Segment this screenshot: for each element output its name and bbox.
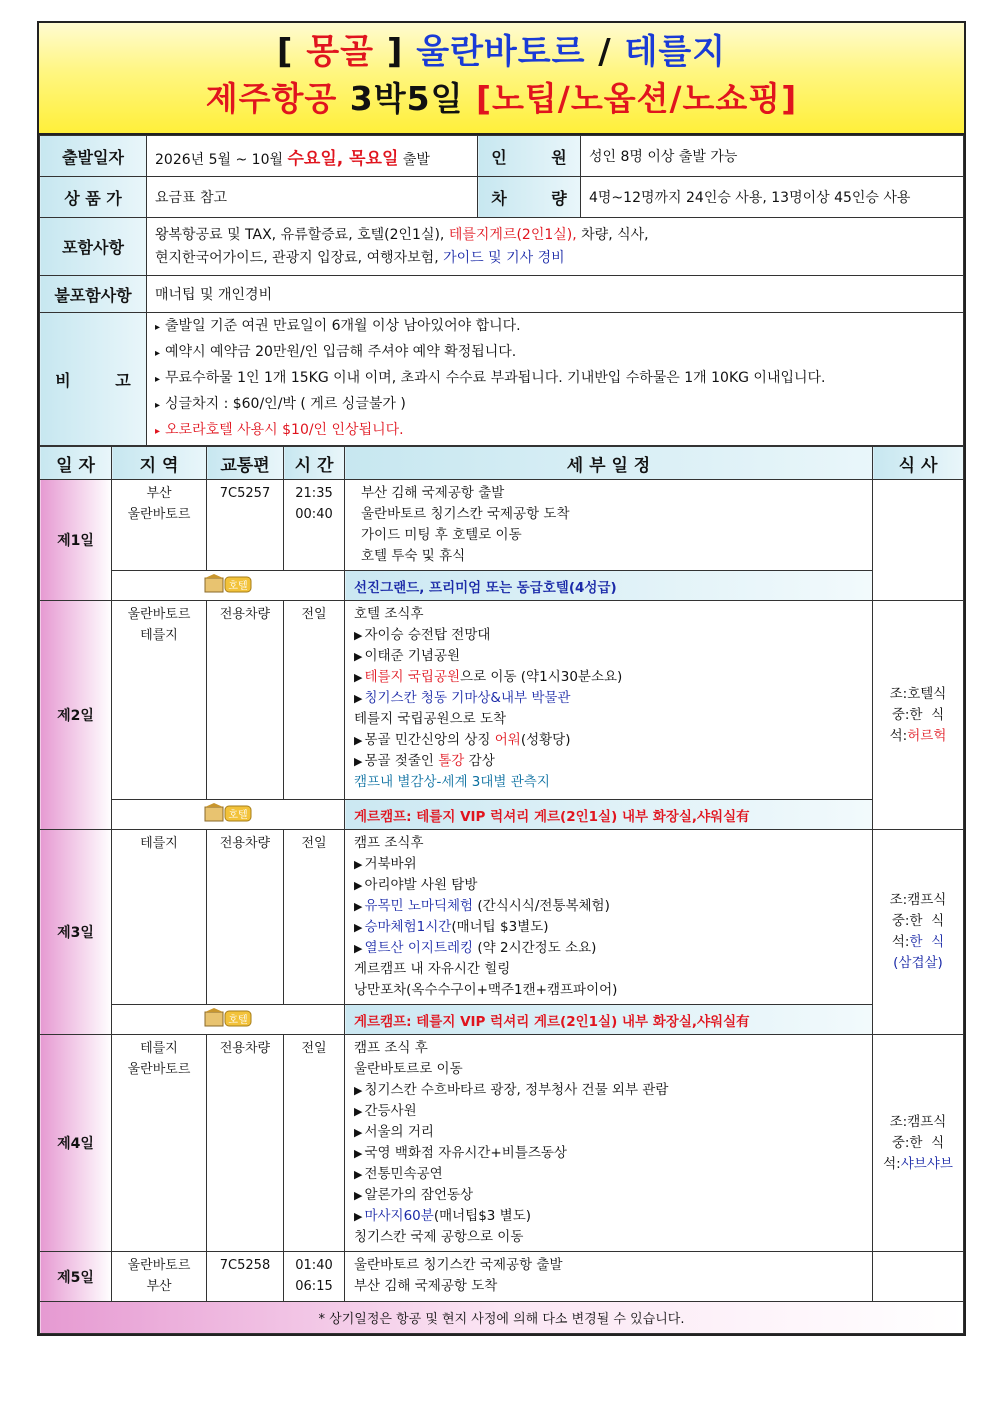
region: 부산 울란바토르 — [112, 480, 207, 571]
hotel-label — [112, 571, 345, 601]
hotel-icon — [203, 574, 253, 598]
meal-cell: 조:캠프식 중:한 식 석:샤브샤브 — [873, 1035, 964, 1252]
bullet-icon: ▶ — [354, 942, 363, 955]
triangle-bullet-icon: ▸ — [155, 322, 161, 333]
hotel-label — [112, 800, 345, 830]
day-detail: 울란바토르 칭기스칸 국제공항 출발 부산 김해 국제공항 도착 — [345, 1252, 873, 1302]
region: 울란바토르 부산 — [112, 1252, 207, 1302]
triangle-bullet-icon: ▸ — [155, 426, 161, 437]
include-value: 왕복항공료 및 TAX, 유류할증료, 호텔(2인1실), 테를지게르(2인1실), 차량, 식사, 현지한국어가이드, 관광지 입장료, 여행자보험, 가이드 및 기사 경비 — [147, 218, 964, 276]
bullet-icon: ▶ — [354, 692, 363, 705]
bullet-icon: ▶ — [354, 858, 363, 871]
time: 01:40 06:15 — [284, 1252, 345, 1302]
region: 울란바토르 테를지 — [112, 601, 207, 800]
hotel-info: 게르캠프: 테를지 VIP 럭셔리 게르(2인1실) 내부 화장실,샤워실有 — [345, 1005, 873, 1035]
bullet-icon: ▶ — [354, 755, 363, 768]
title-line-1: [ 몽골 ] 울란바토르 / 테를지 — [276, 32, 727, 72]
bullet-icon: ▶ — [354, 671, 363, 684]
day-label: 제4일 — [40, 1035, 112, 1252]
price-label: 상 품 가 — [40, 177, 147, 218]
itinerary-document — [37, 21, 966, 1336]
footer-note: * 상기일정은 항공 및 현지 사정에 의해 다소 변경될 수 있습니다. — [40, 1302, 964, 1334]
meal-cell: 조:호텔식 중:한 식 석:허르헉 — [873, 601, 964, 830]
hotel-icon — [203, 803, 253, 827]
vehicle-label: 차 량 — [478, 177, 581, 218]
title-airline: 제주항공 — [205, 79, 338, 118]
notes-label: 비 고 — [40, 313, 147, 446]
transport: 7C5257 — [207, 480, 284, 571]
header-detail: 세 부 일 정 — [345, 447, 873, 480]
svg-text:호텔: 호텔 — [228, 1014, 248, 1026]
transport: 전용차량 — [207, 830, 284, 1005]
hotel-icon — [203, 1008, 253, 1032]
departure-label: 출발일자 — [40, 136, 147, 177]
title-city: 울란바토르 — [416, 32, 586, 72]
title-tags: [노팁/노옵션/노쇼핑] — [475, 79, 798, 118]
price-value: 요금표 참고 — [147, 177, 478, 218]
bullet-icon: ▶ — [354, 1105, 363, 1118]
bullet-icon: ▶ — [354, 879, 363, 892]
header-transport: 교통편 — [207, 447, 284, 480]
people-label: 인 원 — [478, 136, 581, 177]
bullet-icon: ▶ — [354, 650, 363, 663]
triangle-bullet-icon: ▸ — [155, 348, 161, 359]
day-label: 제5일 — [40, 1252, 112, 1302]
vehicle-value: 4명~12명까지 24인승 사용, 13명이상 45인승 사용 — [581, 177, 964, 218]
note-item-warning: ▸ 오로라호텔 사용시 $10/인 인상됩니다. — [155, 422, 404, 438]
day-detail: 캠프 조식 후 울란바토르로 이동 ▶ 칭기스칸 수흐바타르 광장, 정부청사 건물 외부 관람 ▶ 간등사원 ▶ 서울의 거리 ▶ 국영 백화점 자유시간+비틀즈동상 ▶ 전통민속공연 ▶ 알론가의 잠언동상 ▶ 마사지60분(매너팁$3 별도) 칭기스칸 국제 공항으로 이동 — [345, 1035, 873, 1252]
day-detail: 호텔 조식후 ▶ 자이승 승전탑 전망대 ▶ 이태준 기념공원 ▶ 테를지 국립공원으로 이동 (약1시30분소요) ▶ 칭기스칸 청동 기마상&내부 박물관 테를지 국립공원으로 도착 ▶ 몽골 민간신앙의 상징 어워(성황당) ▶ 몽골 젖줄인 톨강 감상 캠프내 별감상-세계 3대별 관측지 — [345, 601, 873, 800]
day-label: 제3일 — [40, 830, 112, 1035]
meal-cell — [873, 1252, 964, 1302]
bullet-icon: ▶ — [354, 1168, 363, 1181]
bullet-icon: ▶ — [354, 1189, 363, 1202]
note-item: ▸ 예약시 예약금 20만원/인 입금해 주셔야 예약 확정됩니다. — [155, 344, 517, 360]
triangle-bullet-icon: ▸ — [155, 374, 161, 385]
bullet-icon: ▶ — [354, 1210, 363, 1223]
day-detail: 캠프 조식후 ▶ 거북바위 ▶ 아리야발 사원 탐방 ▶ 유목민 노마딕체험 (간식시식/전통복체험) ▶ 승마체험1시간(매너팁 $3별도) ▶ 열트산 이지트레킹 (약 2시간정도 소요) 게르캠프 내 자유시간 힐링 낭만포차(옥수수구이+맥주1캔+캠프파이어) — [345, 830, 873, 1005]
svg-text:호텔: 호텔 — [228, 809, 248, 821]
time: 전일 — [284, 1035, 345, 1252]
bullet-icon: ▶ — [354, 1126, 363, 1139]
meal-cell — [873, 480, 964, 601]
notes-list — [147, 313, 964, 446]
bullet-icon: ▶ — [354, 921, 363, 934]
note-item: ▸ 출발일 기준 여권 만료일이 6개월 이상 남아있어야 합니다. — [155, 318, 521, 334]
day-detail: 부산 김해 국제공항 출발 울란바토르 칭기스칸 국제공항 도착 가이드 미팅 후 호텔로 이동 호텔 투숙 및 휴식 — [345, 480, 873, 571]
meal-cell: 조:캠프식 중:한 식 석:한 식 (삼겹살) — [873, 830, 964, 1035]
people-value: 성인 8명 이상 출발 가능 — [581, 136, 964, 177]
info-table — [39, 135, 964, 446]
time: 전일 — [284, 601, 345, 800]
svg-text:호텔: 호텔 — [228, 580, 248, 592]
title-duration: 3박5일 — [349, 79, 464, 118]
time: 21:35 00:40 — [284, 480, 345, 571]
time: 전일 — [284, 830, 345, 1005]
region: 테를지 — [112, 830, 207, 1005]
header-day: 일 자 — [40, 447, 112, 480]
header-region: 지 역 — [112, 447, 207, 480]
note-item: ▸ 싱글차지 : $60/인/박 ( 게르 싱글불가 ) — [155, 396, 406, 412]
departure-value: 2026년 5월 ~ 10월 수요일, 목요일 출발 — [147, 136, 478, 177]
title-banner — [39, 23, 964, 135]
transport: 7C5258 — [207, 1252, 284, 1302]
bullet-icon: ▶ — [354, 1084, 363, 1097]
bullet-icon: ▶ — [354, 900, 363, 913]
exclude-value: 매너팁 및 개인경비 — [147, 276, 964, 313]
hotel-info: 선진그랜드, 프리미엄 또는 동급호텔(4성급) — [345, 571, 873, 601]
day-label: 제2일 — [40, 601, 112, 830]
title-place: 테를지 — [624, 32, 727, 72]
bullet-icon: ▶ — [354, 1147, 363, 1160]
header-meal: 식 사 — [873, 447, 964, 480]
header-time: 시 간 — [284, 447, 345, 480]
include-label: 포함사항 — [40, 218, 147, 276]
day-label: 제1일 — [40, 480, 112, 601]
bullet-icon: ▶ — [354, 629, 363, 642]
hotel-label — [112, 1005, 345, 1035]
hotel-info: 게르캠프: 테를지 VIP 럭셔리 게르(2인1실) 내부 화장실,샤워실有 — [345, 800, 873, 830]
title-line-2 — [39, 75, 964, 123]
note-item: ▸ 무료수하물 1인 1개 15KG 이내 이며, 초과시 수수료 부과됩니다. 기내반입 수하물은 1개 10KG 이내입니다. — [155, 370, 826, 386]
schedule-table — [39, 446, 964, 1334]
title-country: 몽골 — [306, 32, 374, 72]
region: 테를지 울란바토르 — [112, 1035, 207, 1252]
triangle-bullet-icon: ▸ — [155, 400, 161, 411]
transport: 전용차량 — [207, 1035, 284, 1252]
bullet-icon: ▶ — [354, 734, 363, 747]
exclude-label: 불포함사항 — [40, 276, 147, 313]
transport: 전용차량 — [207, 601, 284, 800]
